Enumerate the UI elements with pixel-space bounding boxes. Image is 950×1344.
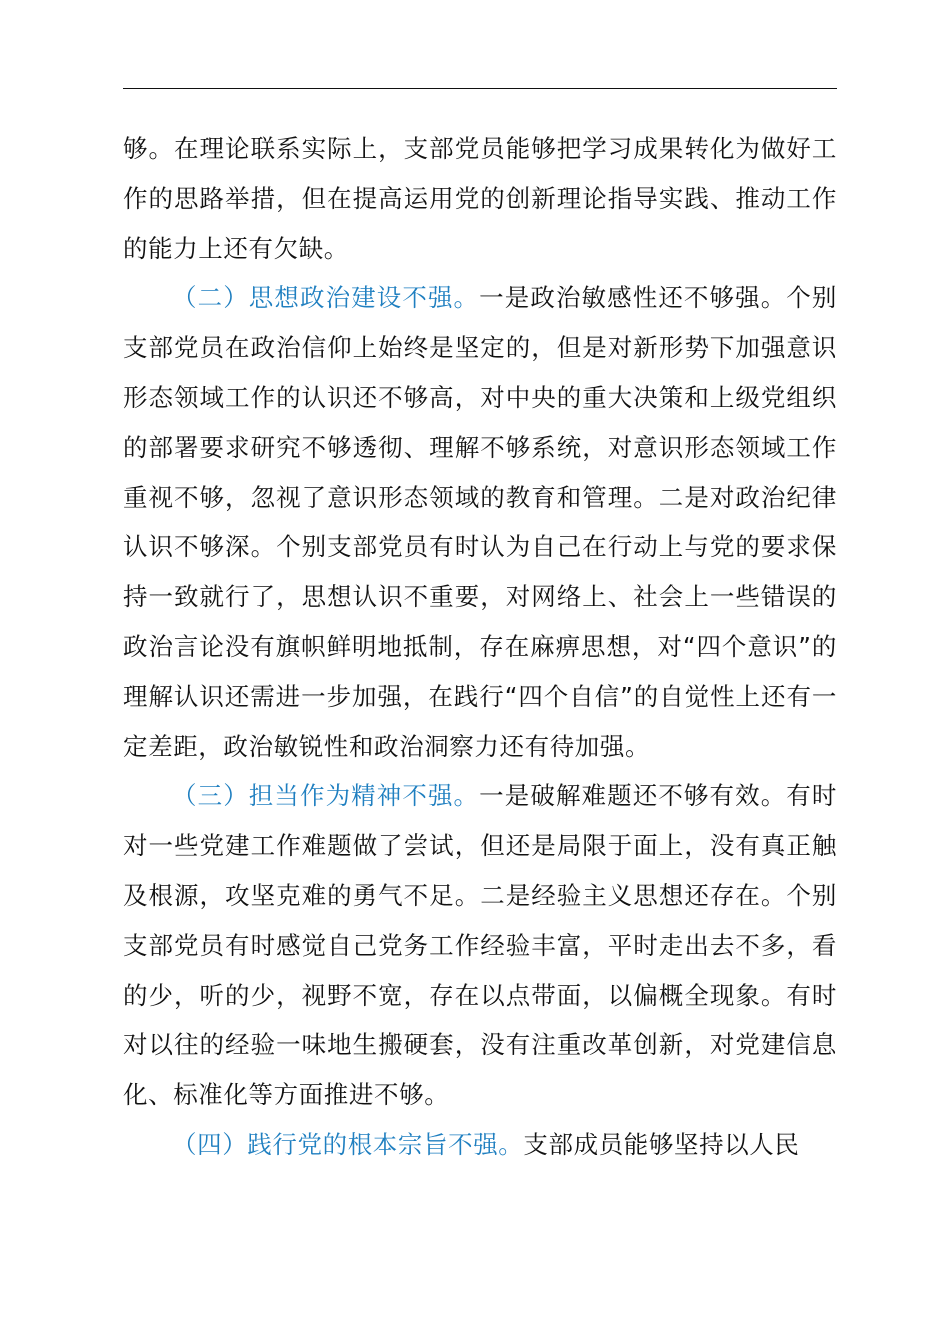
paragraph-text: 一是破解难题还不够有效。有时对一些党建工作难题做了尝试，但还是局限于面上，没有真正触及根源，攻坚克难的勇气不足。二是经验主义思想还存在。个别支部党员有时感觉自己党务工作经验丰富，平时走出去不多，看的少，听的少，视野不宽，存在以点带面，以偏概全现象。有时对以往的经验一味地生搬硬套，没有注重改革创新，对党建信息化、标准化等方面推进不够。 — [123, 781, 837, 1110]
document-body — [123, 124, 837, 1170]
paragraph-text: 够。在理论联系实际上，支部党员能够把学习成果转化为做好工作的思路举措，但在提高运用党的创新理论指导实践、推动工作的能力上还有欠缺。 — [123, 134, 837, 263]
header-rule — [123, 88, 837, 89]
section-heading: （二）思想政治建设不强。 — [172, 283, 480, 313]
section-heading: （三）担当作为精神不强。 — [172, 781, 480, 811]
paragraph-section-2 — [123, 273, 837, 771]
paragraph-text: 一是政治敏感性还不够强。个别支部党员在政治信仰上始终是坚定的，但是对新形势下加强意识形态领域工作的认识还不够高，对中央的重大决策和上级党组织的部署要求研究不够透彻、理解不够系统，对意识形态领域工作重视不够，忽视了意识形态领域的教育和管理。二是对政治纪律认识不够深。个别支部党员有时认为自己在行动上与党的要求保持一致就行了，思想认识不重要，对网络上、社会上一些错误的政治言论没有旗帜鲜明地抵制，存在麻痹思想，对“四个意识”的理解认识还需进一步加强，在践行“四个自信”的自觉性上还有一定差距，政治敏锐性和政治洞察力还有待加强。 — [123, 283, 837, 761]
section-heading: （四）践行党的根本宗旨不强。 — [172, 1129, 524, 1159]
paragraph-section-3 — [123, 771, 837, 1120]
paragraph-section-4 — [123, 1120, 837, 1170]
paragraph-text: 支部成员能够坚持以人民 — [523, 1129, 800, 1159]
paragraph-continuation — [123, 124, 837, 273]
